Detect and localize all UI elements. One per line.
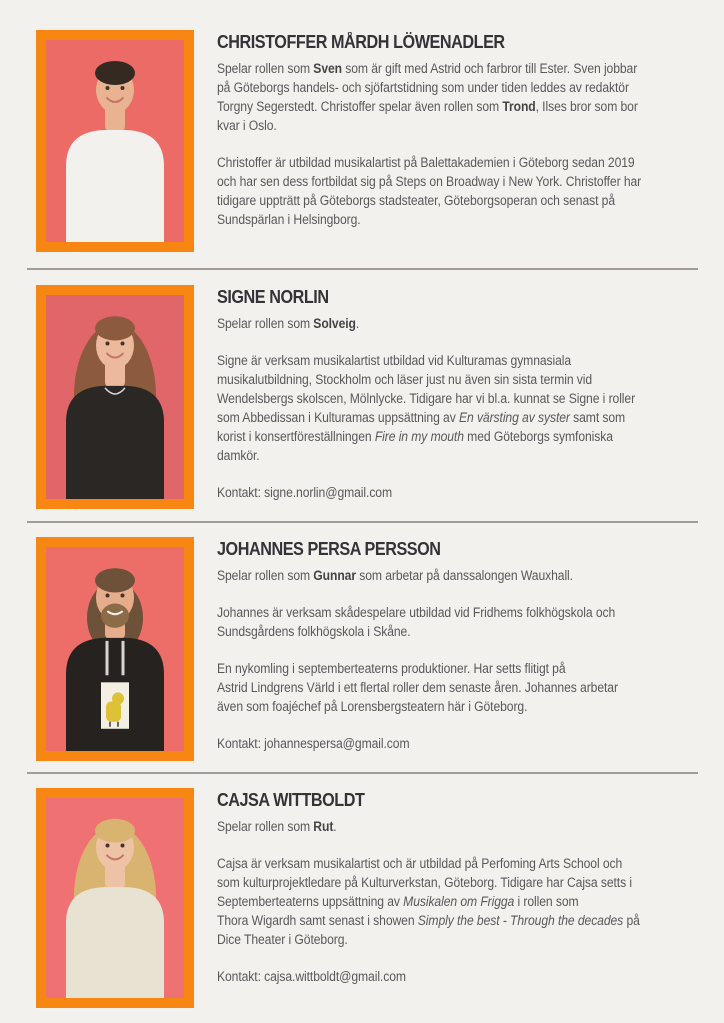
bio-text: En nykomling i septemberteaterns produktioner. Har setts flitigt på (217, 661, 566, 676)
bio-line (217, 817, 714, 836)
bio-text: Spelar rollen som (217, 61, 314, 76)
show-title: Musikalen om Frigga (403, 894, 515, 909)
bio-line (217, 408, 714, 427)
cast-member-bio (217, 566, 714, 753)
bio-paragraph (217, 854, 714, 949)
bio-paragraph (217, 351, 714, 465)
bio-line (217, 210, 714, 229)
cast-member-info (217, 790, 714, 986)
bio-line (217, 734, 714, 753)
cast-member-info (217, 32, 714, 229)
bio-text: även som foajéchef på Lorensbergsteatern här i Göteborg. (217, 699, 528, 714)
bio-text: samt som (569, 410, 626, 425)
cast-photo-frame (36, 285, 194, 509)
bio-line (217, 172, 714, 191)
bio-text: Johannes är verksam skådespelare utbildad vid Fridhems folkhögskola och (217, 605, 616, 620)
role-name: Trond (502, 99, 536, 114)
bio-paragraph (217, 314, 714, 333)
cast-member-bio (217, 59, 714, 229)
cast-member-name: CHRISTOFFER MÅRDH LÖWENADLER (217, 32, 505, 52)
role-name: Gunnar (313, 568, 356, 583)
bio-text: på (623, 913, 640, 928)
bio-text: , Ilses bror som bor (535, 99, 638, 114)
cast-photo-frame (36, 537, 194, 761)
cast-member-info (217, 287, 714, 502)
bio-line (217, 892, 714, 911)
bio-line (217, 314, 714, 333)
bio-paragraph (217, 153, 714, 229)
bio-line (217, 483, 714, 502)
bio-text: musikalutbildning, Stockholm och läser just nu även sin sista termin vid (217, 372, 593, 387)
bio-line (217, 873, 714, 892)
bio-text: Astrid Lindgrens Värld i ett flertal roller dem senaste åren. Johannes arbetar (217, 680, 618, 695)
bio-text: Dice Theater i Göteborg. (217, 932, 348, 947)
bio-paragraph (217, 566, 714, 585)
bio-line (217, 659, 714, 678)
bio-paragraph (217, 967, 714, 986)
bio-text: Spelar rollen som (217, 819, 314, 834)
cast-portrait-photo (46, 798, 184, 998)
bio-line (217, 622, 714, 641)
bio-text: Kontakt: signe.norlin@gmail.com (217, 485, 393, 500)
bio-line (217, 911, 714, 930)
bio-line (217, 389, 714, 408)
bio-text: Kontakt: cajsa.wittboldt@gmail.com (217, 969, 406, 984)
section-divider (27, 521, 698, 523)
bio-text: Cajsa är verksam musikalartist och är utbildad på Perfoming Arts School och (217, 856, 623, 871)
bio-text: och har sen dess fortbildat sig på Steps on Broadway i New York. Christoffer har (217, 174, 642, 189)
bio-line (217, 427, 714, 446)
bio-line (217, 370, 714, 389)
cast-photo-frame (36, 30, 194, 252)
cast-portrait-photo (46, 295, 184, 499)
show-title: Simply the best - Through the decades (417, 913, 624, 928)
bio-text: som kulturprojektledare på Kulturverkstan, Göteborg. Tidigare har Cajsa setts i (217, 875, 632, 890)
bio-text: damkör. (217, 448, 260, 463)
bio-text: Thora Wigardh samt senast i showen (217, 913, 418, 928)
bio-text: i rollen som (514, 894, 579, 909)
cast-member-info (217, 539, 714, 753)
section-divider (27, 772, 698, 774)
bio-line (217, 78, 714, 97)
bio-line (217, 854, 714, 873)
bio-text: Spelar rollen som (217, 316, 314, 331)
bio-line (217, 153, 714, 172)
bio-paragraph (217, 59, 714, 135)
bio-text: tidigare uppträtt på Göteborgs stadsteater, Göteborgsoperan och senast på (217, 193, 616, 208)
bio-paragraph (217, 483, 714, 502)
bio-text: på Göteborgs handels- och sjöfartstidning som under tiden leddes av redaktör (217, 80, 629, 95)
cast-portrait-photo (46, 547, 184, 751)
bio-text: . (333, 819, 337, 834)
bio-text: som arbetar på danssalongen Wauxhall. (355, 568, 573, 583)
bio-text: som Abbedissan i Kulturamas uppsättning av (217, 410, 459, 425)
bio-text: korist i konsertföreställningen (217, 429, 375, 444)
bio-line (217, 566, 714, 585)
bio-text: med Göteborgs symfoniska (463, 429, 613, 444)
role-name: Sven (313, 61, 342, 76)
cast-photo-frame (36, 788, 194, 1008)
section-divider (27, 268, 698, 270)
bio-line (217, 191, 714, 210)
bio-text: Wendelsbergs skolscen, Mölnlycke. Tidigare har vi bl.a. kunnat se Signe i roller (217, 391, 636, 406)
bio-text: Spelar rollen som (217, 568, 314, 583)
bio-text: Sundsgårdens folkhögskola i Skåne. (217, 624, 411, 639)
bio-text: Christoffer är utbildad musikalartist på Balettakademien i Göteborg sedan 2019 (217, 155, 635, 170)
bio-paragraph (217, 734, 714, 753)
bio-line (217, 603, 714, 622)
cast-member-bio (217, 817, 714, 986)
bio-paragraph (217, 659, 714, 716)
bio-text: som är gift med Astrid och farbror till Ester. Sven jobbar (341, 61, 638, 76)
show-title: En värsting av syster (458, 410, 570, 425)
bio-text: . (355, 316, 360, 331)
bio-line (217, 116, 714, 135)
cast-member-name: CAJSA WITTBOLDT (217, 790, 365, 810)
bio-line (217, 59, 714, 78)
bio-line (217, 930, 714, 949)
bio-line (217, 967, 714, 986)
role-name: Solveig (313, 316, 356, 331)
bio-line (217, 97, 714, 116)
bio-line (217, 351, 714, 370)
show-title: Fire in my mouth (374, 429, 464, 444)
bio-text: Sundspärlan i Helsingborg. (217, 212, 361, 227)
bio-text: kvar i Oslo. (217, 118, 277, 133)
bio-paragraph (217, 603, 714, 641)
role-name: Rut (313, 819, 334, 834)
bio-line (217, 446, 714, 465)
cast-member-name: JOHANNES PERSA PERSSON (217, 539, 441, 559)
bio-line (217, 678, 714, 697)
bio-text: Torgny Segerstedt. Christoffer spelar även rollen som (217, 99, 503, 114)
cast-member-bio (217, 314, 714, 502)
bio-text: Septemberteaterns uppsättning av (217, 894, 404, 909)
bio-text: Signe är verksam musikalartist utbildad vid Kulturamas gymnasiala (217, 353, 572, 368)
bio-text: Kontakt: johannespersa@gmail.com (217, 736, 410, 751)
bio-paragraph (217, 817, 714, 836)
bio-line (217, 697, 714, 716)
cast-portrait-photo (46, 40, 184, 242)
cast-member-name: SIGNE NORLIN (217, 287, 329, 307)
